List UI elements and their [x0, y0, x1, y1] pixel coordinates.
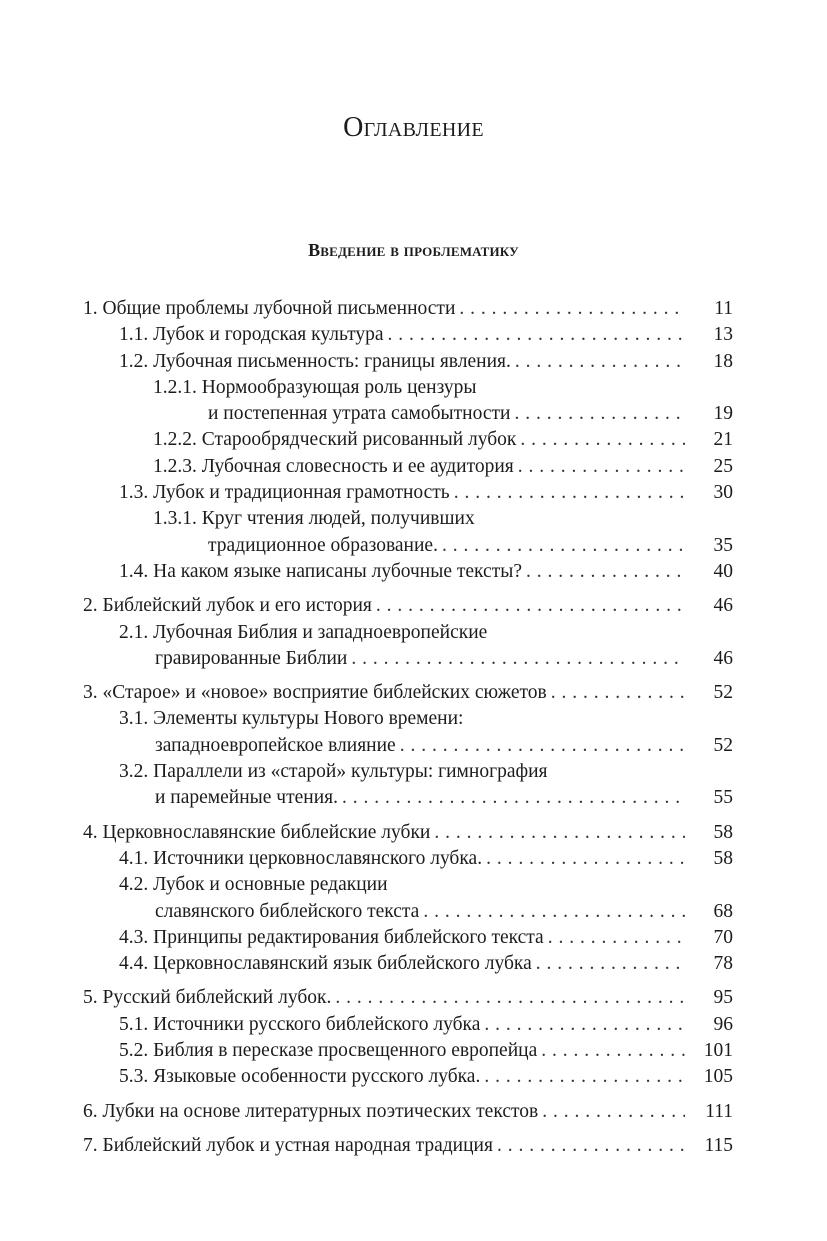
toc-page-number: 13 — [713, 324, 733, 346]
toc-entry[interactable] — [83, 925, 733, 951]
toc-entry[interactable] — [83, 1038, 733, 1064]
toc-leader-dots — [454, 480, 685, 506]
toc-leader-dots — [541, 1038, 685, 1064]
toc-entry-title: 2. Библейский лубок и его история — [83, 595, 372, 617]
toc-entry[interactable] — [83, 427, 733, 453]
toc-group — [83, 593, 733, 672]
toc-leader-dots — [459, 296, 685, 322]
table-of-contents — [83, 296, 733, 1167]
toc-entry-title: традиционное образование. — [208, 534, 438, 556]
toc-leader-dots — [434, 820, 685, 846]
toc-page-number: 111 — [705, 1100, 733, 1122]
toc-entry-title: 1.2.1. Нормообразующая роль цензуры — [153, 376, 477, 398]
toc-entry-title: 1.4. На каком языке написаны лубочные тексты? — [119, 560, 522, 582]
toc-leader-dots — [335, 985, 685, 1011]
toc-entry-title: 1.2.3. Лубочная словесность и ее аудитория — [153, 455, 514, 477]
toc-group — [83, 1099, 733, 1125]
toc-page-number: 21 — [713, 429, 733, 451]
toc-entry-title: 3. «Старое» и «новое» восприятие библейских сюжетов — [83, 682, 547, 704]
toc-page-number: 46 — [713, 595, 733, 617]
toc-leader-dots — [484, 1012, 685, 1038]
toc-page-number: 25 — [713, 455, 733, 477]
toc-leader-dots — [484, 1064, 685, 1090]
toc-entry-title: 5.3. Языковые особенности русского лубка. — [119, 1066, 481, 1088]
toc-leader-dots — [376, 593, 685, 619]
toc-entry[interactable] — [83, 349, 733, 375]
toc-leader-dots — [551, 680, 685, 706]
toc-entry-title: 4.1. Источники церковнославянского лубка. — [119, 847, 483, 869]
toc-entry[interactable] — [83, 1133, 733, 1159]
toc-entry[interactable] — [83, 480, 733, 506]
toc-leader-dots — [442, 533, 685, 559]
toc-entry[interactable] — [83, 820, 733, 846]
page-title: Оглавление — [343, 112, 484, 143]
toc-entry-title: 4.3. Принципы редактирования библейского текста — [119, 926, 544, 948]
toc-leader-dots — [514, 401, 685, 427]
toc-page-number: 52 — [713, 734, 733, 756]
toc-entry[interactable] — [83, 872, 733, 925]
toc-entry[interactable] — [83, 680, 733, 706]
toc-leader-dots — [518, 454, 685, 480]
toc-page-number: 30 — [713, 482, 733, 504]
section-subtitle: Введение в проблематику — [308, 240, 519, 260]
toc-entry-title: 4.2. Лубок и основные редакции — [119, 874, 388, 896]
toc-entry[interactable] — [83, 454, 733, 480]
toc-entry[interactable] — [83, 951, 733, 977]
toc-entry-title: 1.3. Лубок и традиционная грамотность — [119, 482, 450, 504]
toc-page-number: 19 — [713, 403, 733, 425]
toc-group — [83, 680, 733, 811]
toc-leader-dots — [388, 322, 685, 348]
toc-leader-dots — [536, 951, 685, 977]
toc-page-number: 58 — [713, 847, 733, 869]
toc-entry-title: 4. Церковнославянские библейские лубки — [83, 821, 431, 843]
toc-entry[interactable] — [83, 620, 733, 673]
toc-leader-dots — [515, 349, 685, 375]
toc-entry-title: 4.4. Церковнославянский язык библейского лубка — [119, 953, 532, 975]
toc-page-number: 46 — [713, 647, 733, 669]
toc-entry-title: 1.2.2. Старообрядческий рисованный лубок — [153, 429, 517, 451]
toc-page-number: 35 — [713, 534, 733, 556]
toc-group — [83, 820, 733, 978]
toc-entry[interactable] — [83, 559, 733, 585]
toc-page-number: 58 — [713, 821, 733, 843]
toc-page-number: 18 — [713, 350, 733, 372]
toc-page-number: 101 — [703, 1040, 733, 1062]
toc-entry-title: 1. Общие проблемы лубочной письменности — [83, 298, 456, 319]
toc-entry-title: 3.1. Элементы культуры Нового времени: — [119, 708, 464, 730]
toc-entry[interactable] — [83, 296, 733, 322]
toc-page-number: 11 — [714, 298, 733, 319]
toc-entry[interactable] — [83, 846, 733, 872]
toc-page-number: 52 — [713, 682, 733, 704]
toc-leader-dots — [423, 899, 685, 925]
toc-leader-dots — [548, 925, 685, 951]
toc-page-number: 55 — [713, 787, 733, 809]
toc-entry[interactable] — [83, 506, 733, 559]
toc-leader-dots — [520, 427, 685, 453]
toc-entry-title: 5.1. Источники русского библейского лубка — [119, 1013, 481, 1035]
toc-entry-title: 1.1. Лубок и городская культура — [119, 324, 384, 346]
toc-entry[interactable] — [83, 1064, 733, 1090]
toc-group — [83, 985, 733, 1090]
toc-group — [83, 296, 733, 585]
toc-page-number: 105 — [703, 1066, 733, 1088]
toc-entry[interactable] — [83, 1099, 733, 1125]
toc-page-number: 70 — [713, 926, 733, 948]
toc-entry-title: западноевропейское влияние — [155, 734, 396, 756]
toc-entry[interactable] — [83, 322, 733, 348]
toc-entry-title: 1.3.1. Круг чтения людей, получивших — [153, 508, 475, 530]
toc-leader-dots — [542, 1099, 685, 1125]
toc-leader-dots — [526, 559, 685, 585]
toc-entry[interactable] — [83, 593, 733, 619]
toc-leader-dots — [351, 646, 685, 672]
toc-page-number: 68 — [713, 900, 733, 922]
toc-entry-title: 5. Русский библейский лубок. — [83, 987, 332, 1009]
toc-leader-dots — [497, 1133, 685, 1159]
toc-entry-title: и постепенная утрата самобытности — [208, 403, 511, 425]
toc-entry-title: 7. Библейский лубок и устная народная традиция — [83, 1134, 493, 1156]
toc-entry[interactable] — [83, 375, 733, 428]
toc-entry-title: 2.1. Лубочная Библия и западноевропейские — [119, 621, 488, 643]
toc-entry-title: и паремейные чтения. — [155, 787, 339, 809]
toc-entry-title: 1.2. Лубочная письменность: границы явления. — [119, 350, 511, 372]
toc-page-number: 78 — [713, 953, 733, 975]
toc-leader-dots — [342, 785, 685, 811]
toc-page-number: 96 — [713, 1013, 733, 1035]
toc-group — [83, 1133, 733, 1159]
toc-leader-dots — [400, 733, 685, 759]
toc-entry-title: гравированные Библии — [155, 647, 348, 669]
toc-entry[interactable] — [83, 1012, 733, 1038]
toc-entry[interactable] — [83, 706, 733, 759]
toc-entry-title: славянского библейского текста — [155, 900, 420, 922]
toc-entry-title: 6. Лубки на основе литературных поэтических текстов — [83, 1100, 539, 1122]
toc-entry[interactable] — [83, 759, 733, 812]
toc-leader-dots — [486, 846, 685, 872]
toc-entry-title: 3.2. Параллели из «старой» культуры: гимнография — [119, 761, 548, 783]
toc-page-number: 40 — [713, 560, 733, 582]
toc-entry-title: 5.2. Библия в пересказе просвещенного европейца — [119, 1040, 538, 1062]
toc-page-number: 95 — [713, 987, 733, 1009]
toc-page-number: 115 — [704, 1134, 733, 1156]
toc-entry[interactable] — [83, 985, 733, 1011]
